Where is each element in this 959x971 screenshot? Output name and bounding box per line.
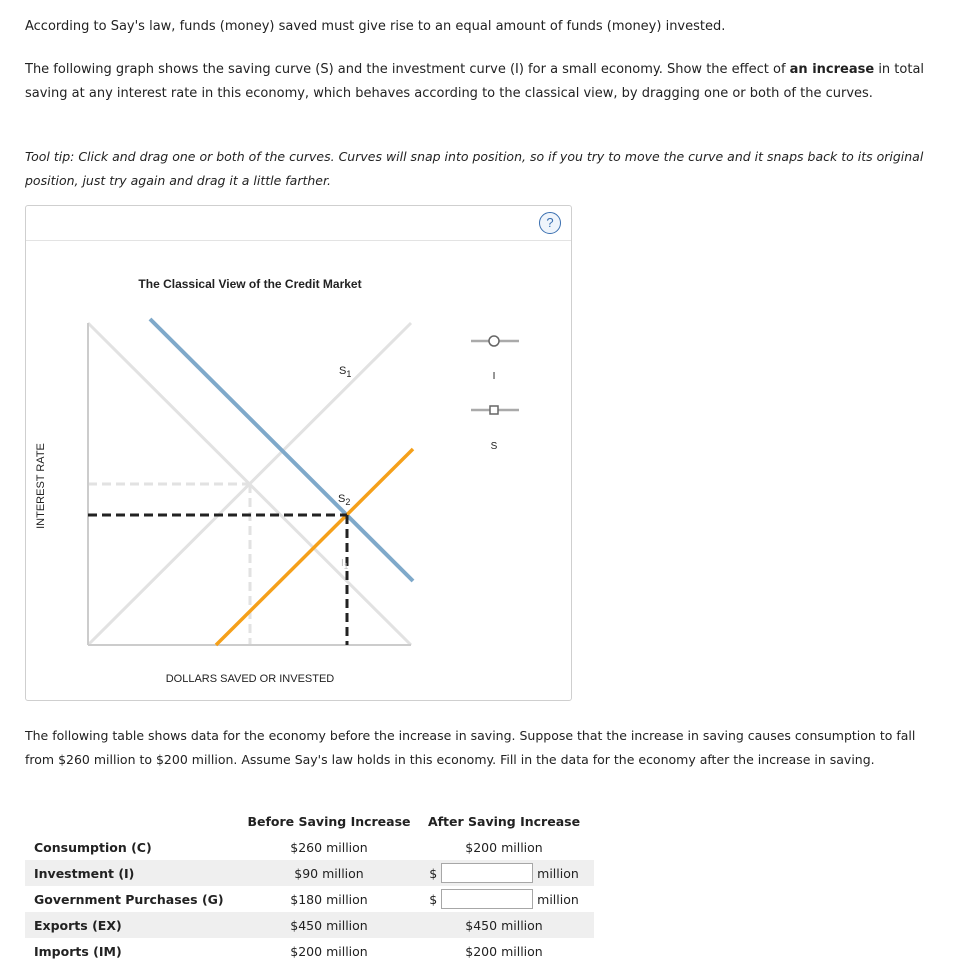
label-i1-letter: I (341, 558, 344, 569)
investment-handle-icon[interactable] (489, 336, 499, 346)
row-government-purchases (25, 886, 594, 912)
instructions-emphasis: an increase (789, 62, 875, 77)
instructions-text-start: The following graph shows the saving curve (S) and the investment curve (I) for a small economy. Show the effect of (25, 62, 790, 77)
investment-after-input[interactable] (441, 863, 533, 883)
million-suffix: million (537, 891, 579, 907)
label-i1-sub: 1 (343, 562, 349, 571)
label-s1 (339, 365, 351, 379)
table-instructions: The following table shows data for the economy before the increase in saving. Suppose that the increase in saving causes consumption to fall from $260 million to $200 million. Assume Say's law holds in this economy. Fill in the data for the economy after the increase in saving. (25, 728, 916, 767)
row-imports (25, 938, 594, 964)
row-label: Exports (EX) (25, 912, 244, 938)
graph-panel (25, 205, 572, 701)
after-value: $200 million (465, 943, 543, 959)
economy-data-table (25, 808, 594, 964)
before-value: $200 million (290, 943, 368, 959)
header-before: Before Saving Increase (247, 813, 411, 829)
credit-market-graph (26, 206, 571, 700)
label-s2 (338, 493, 350, 507)
intro-graph-instructions (25, 58, 935, 106)
label-s2-sub: 2 (345, 497, 351, 507)
table-header-row (25, 808, 594, 834)
dollar-prefix: $ (429, 891, 438, 907)
label-s1-letter: S (339, 365, 347, 377)
after-value: $450 million (414, 912, 594, 938)
instructions-text-end: in total saving at any interest rate in this economy, which behaves according to the classical view, by dragging one or both of the curves. (25, 62, 925, 101)
before-value: $260 million (290, 839, 368, 855)
row-label: Investment (I) (25, 860, 244, 886)
row-label: Imports (IM) (34, 943, 122, 959)
header-after: After Saving Increase (427, 813, 581, 829)
y-axis-label: INTEREST RATE (35, 443, 47, 529)
row-investment (25, 860, 594, 886)
investment-legend-label: I (492, 371, 496, 382)
after-government-cell (414, 886, 594, 912)
government-after-input[interactable] (441, 889, 533, 909)
intro-says-law: According to Say's law, funds (money) saved must give rise to an equal amount of funds (money) invested. (25, 19, 726, 34)
label-s2-letter: S (338, 493, 346, 505)
row-label: Consumption (C) (34, 839, 152, 855)
help-button[interactable]: ? (539, 212, 561, 234)
before-value: $180 million (290, 891, 368, 907)
saving-legend-label: S (490, 441, 498, 452)
after-investment-cell (414, 860, 594, 886)
tool-tip: Tool tip: Click and drag one or both of the curves. Curves will snap into position, so if you try to move the curve and it snaps back to its original position, just try again and drag it a little farther. (25, 149, 924, 188)
dollar-prefix: $ (429, 865, 438, 881)
label-s1-sub: 1 (346, 369, 352, 379)
table-header-blank (25, 808, 244, 834)
graph-title: The Classical View of the Credit Market (138, 277, 362, 291)
row-exports (25, 912, 594, 938)
before-value: $450 million (244, 912, 414, 938)
million-suffix: million (537, 865, 579, 881)
row-consumption (25, 834, 594, 860)
row-label: Government Purchases (G) (34, 891, 224, 907)
x-axis-label: DOLLARS SAVED OR INVESTED (165, 673, 335, 685)
before-value: $90 million (244, 860, 414, 886)
saving-handle-icon[interactable] (490, 406, 498, 414)
after-value: $200 million (465, 839, 543, 855)
